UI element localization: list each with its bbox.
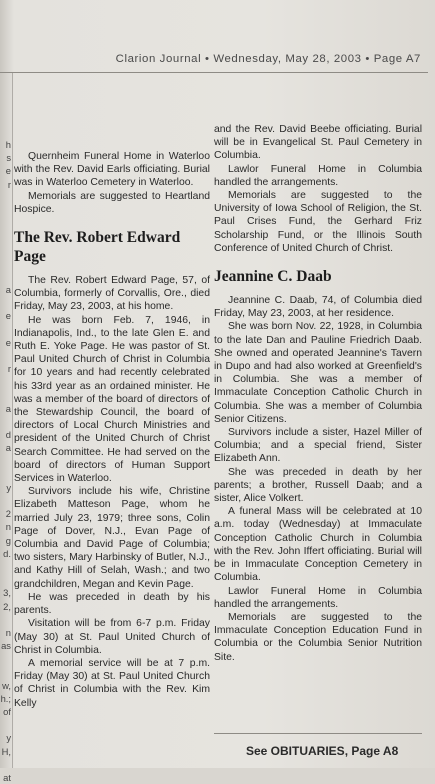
gutter-fragment — [0, 718, 11, 731]
page-paragraph-1: The Rev. Robert Edward Page, 57, of Columbia, formerly of Corvallis, Ore., died Friday, May 23, 2003, at his home. — [14, 275, 210, 313]
gutter-fragment: e — [5, 310, 11, 322]
gutter-fragment — [0, 415, 11, 428]
column-1 — [14, 150, 210, 710]
gutter-fragment — [0, 217, 11, 230]
daab-paragraph-6: Lawlor Funeral Home in Columbia handled the arrangements. — [214, 585, 422, 610]
gutter-fragment: a — [5, 402, 11, 414]
column-rule-left — [12, 73, 13, 768]
column-2-intro-3: Memorials are suggested to the University of Iowa School of Religion, the St. Paul Crises Fund, the Gerhard Friz Scholarship Fund, or the Illinois South Conference of United Church of Christ. — [214, 190, 422, 254]
obituary-title-daab: Jeannine C. Daab — [214, 268, 332, 286]
column-1-intro: Quernheim Funeral Home in Waterloo with the Rev. David Earls officiating. Burial was in Waterloo Cemetery in Waterloo. — [14, 151, 210, 189]
footer-rule — [214, 733, 422, 734]
obituary-title-page: The Rev. Robert Edward Page — [14, 229, 181, 266]
daab-paragraph-1: Jeannine C. Daab, 74, of Columbia died Friday, May 23, 2003, at her residence. — [214, 295, 422, 320]
daab-paragraph-5: A funeral Mass will be celebrated at 10 a.m. today (Wednesday) at Immaculate Conception Catholic Church in Columbia with the Rev. John Iffert officiating. Burial will be in Immaculate Conception Cemetery in Columbia. — [214, 506, 422, 584]
daab-paragraph-3: Survivors include a sister, Hazel Miller of Columbia; and a special friend, Sister Elizabeth Ann. — [214, 427, 422, 465]
gutter-fragment — [0, 389, 11, 402]
gutter-fragment: 2, — [3, 600, 11, 612]
gutter-fragment: e — [5, 165, 11, 177]
gutter-fragment — [0, 560, 11, 573]
column-2-intro: and the Rev. David Beebe officiating. Burial will be in Evangelical St. Paul Cemetery in Columbia. — [214, 124, 422, 162]
previous-column-fragments — [0, 138, 11, 783]
column-1-intro-2: Memorials are suggested to Heartland Hospice. — [14, 190, 210, 215]
gutter-fragment — [0, 573, 11, 586]
gutter-fragment — [0, 257, 11, 270]
daab-paragraph-2: She was born Nov. 22, 1928, in Columbia to the late Dan and Pauline Friedrich Daab. She owned and operated Jeannine's Tavern in Dupo and had also worked at Greenfield's in Columbia. She was a member of Immaculate Conception Catholic Church in Columbia. She was a member of Columbia Senior Citizens. — [214, 321, 422, 425]
gutter-fragment: r — [7, 363, 11, 375]
gutter-fragment: s — [6, 152, 11, 164]
gutter-fragment: y — [6, 481, 11, 493]
gutter-fragment: d — [5, 429, 11, 441]
daab-paragraph-4: She was preceded in death by her parents; a brother, Russell Daab; and a sister, Alice Volkert. — [214, 466, 422, 505]
gutter-fragment: d. — [3, 547, 11, 559]
gutter-fragment — [0, 468, 11, 481]
page-paragraph-5: Visitation will be from 6-7 p.m. Friday (May 30) at St. Paul United Church of Christ in Columbia. — [14, 618, 210, 656]
gutter-fragment: h — [5, 139, 11, 150]
column-2-intro-2: Lawlor Funeral Home in Columbia handled the arrangements. — [214, 163, 422, 188]
daab-paragraph-7: Memorials are suggested to the Immaculate Conception Education Fund in Columbia or the Columbia Senior Nutrition Site. — [214, 611, 422, 663]
gutter-fragment: r — [7, 178, 11, 190]
gutter-fragment: as — [1, 640, 11, 652]
gutter-fragment: at — [3, 772, 11, 783]
gutter-fragment: 3, — [3, 587, 11, 599]
gutter-fragment — [0, 666, 11, 679]
page-paragraph-4: He was preceded in death by his parents. — [14, 591, 210, 617]
gutter-fragment — [0, 296, 11, 309]
gutter-fragment — [0, 455, 11, 468]
gutter-fragment — [0, 323, 11, 336]
gutter-fragment — [0, 191, 11, 204]
page-paragraph-6: A memorial service will be at 7 p.m. Friday (May 30) at St. Paul United Church of Christ in Columbia with the Rev. Kim Kelly — [14, 657, 210, 709]
gutter-fragment — [0, 613, 11, 626]
header-rule — [0, 72, 428, 73]
gutter-fragment — [0, 375, 11, 388]
gutter-fragment: a — [5, 284, 11, 296]
gutter-fragment — [0, 244, 11, 257]
gutter-fragment: y — [6, 732, 11, 744]
page-header: Clarion Journal • Wednesday, May 28, 2003 • Page A7 — [115, 53, 421, 65]
gutter-fragment — [0, 349, 11, 362]
gutter-fragment — [0, 652, 11, 665]
gutter-fragment: w, — [2, 679, 11, 691]
gutter-fragment — [0, 494, 11, 507]
gutter-fragment — [0, 270, 11, 283]
gutter-fragment: H, — [1, 745, 11, 757]
column-2 — [214, 123, 422, 664]
gutter-fragment: n — [5, 521, 11, 533]
gutter-fragment — [0, 204, 11, 217]
gutter-fragment — [0, 230, 11, 243]
gutter-fragment: a — [5, 442, 11, 454]
gutter-fragment: e — [5, 336, 11, 348]
gutter-fragment: n — [5, 626, 11, 638]
gutter-fragment: 2 — [5, 508, 11, 520]
continued-reference: See OBITUARIES, Page A8 — [246, 744, 399, 758]
page-paragraph-2: He was born Feb. 7, 1946, in Indianapolis, Ind., to the late Glen E. and Ruth E. Yoke Page. He was pastor of St. Paul United Church of Christ in Columbia for 10 years and had recently celebrated his 33rd year as an ordained minister. He was a member of the board of directors of the Stewardship Council, the board of directors of Local Church Ministries and president of the United Church of Christ Search Committee. He had served on the board of directors of Human Support Services in Waterloo. — [14, 314, 210, 485]
gutter-fragment — [0, 758, 11, 771]
gutter-fragment: g — [5, 534, 11, 546]
gutter-fragment: of — [3, 706, 11, 718]
page-paragraph-3: Survivors include his wife, Christine Elizabeth Matteson Page, whom he married July 23, 1979; three sons, Colin Page of Dover, N.J., Evan Page of Columbia and David Page of Columbia; two sisters, Mary Harbinsky of Butler, N.J., and Kathy Hill of Selah, Wash.; and two grandchildren, Megan and Kevin Page. — [14, 486, 210, 590]
gutter-fragment: h.; — [0, 692, 11, 704]
